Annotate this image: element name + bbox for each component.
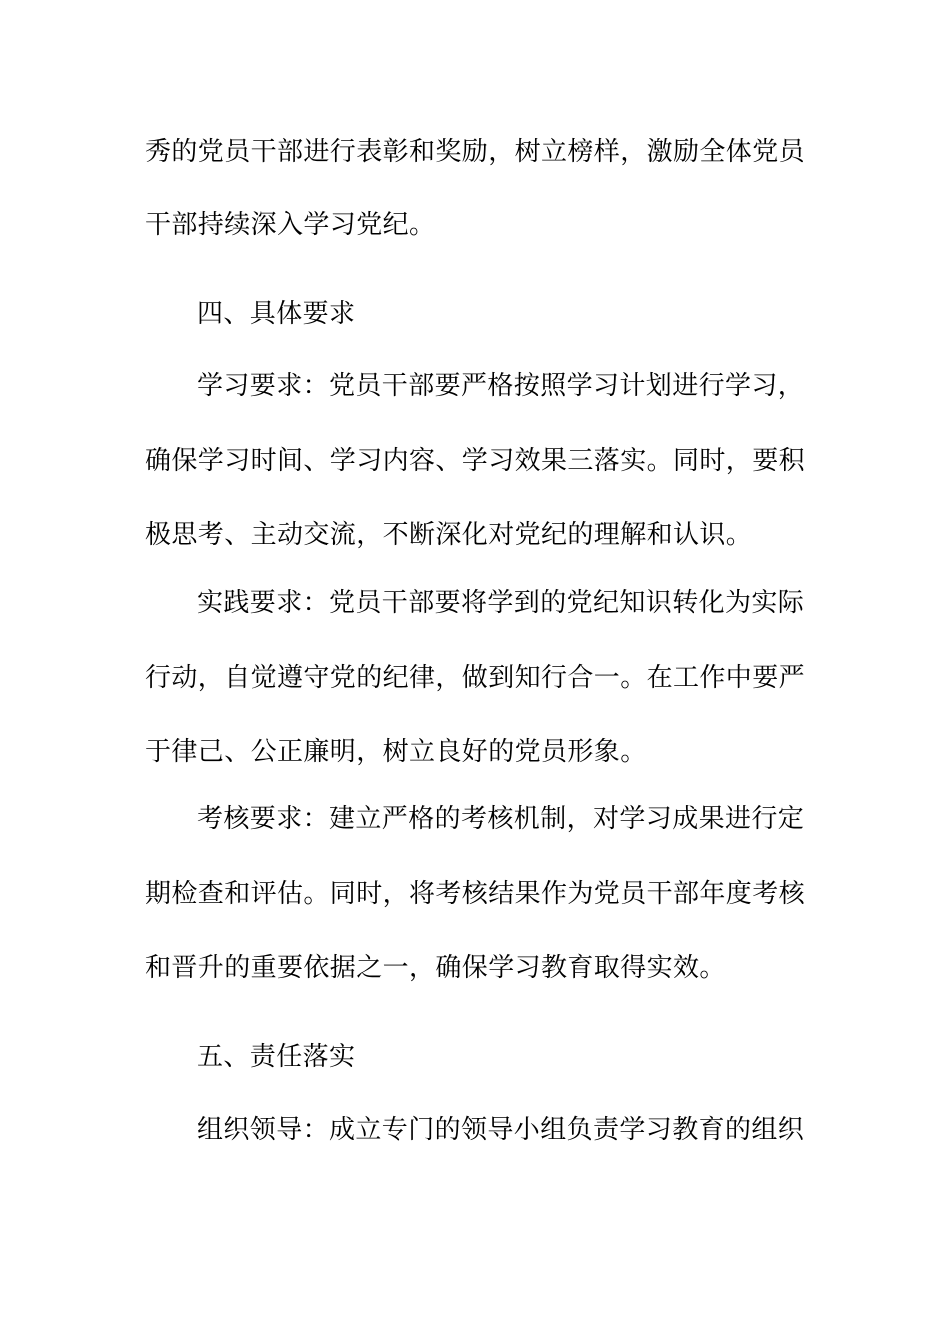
assessment-requirement-line-3: 和晋升的重要依据之一，确保学习教育取得实效。 (145, 953, 726, 983)
section-4-heading: 四、具体要求 (197, 299, 356, 329)
intro-line-2: 干部持续深入学习党纪。 (145, 210, 436, 240)
assessment-requirement-line-2: 期检查和评估。同时，将考核结果作为党员干部年度考核 (145, 879, 806, 909)
practice-requirement-line-3: 于律己、公正廉明，树立良好的党员形象。 (145, 737, 647, 767)
practice-requirement-line-2: 行动，自觉遵守党的纪律，做到知行合一。在工作中要严 (145, 663, 806, 693)
leadership-line-1: 组织领导：成立专门的领导小组负责学习教育的组织 (197, 1115, 805, 1145)
section-5-heading: 五、责任落实 (197, 1042, 356, 1072)
study-requirement-line-2: 确保学习时间、学习内容、学习效果三落实。同时，要积 (145, 446, 806, 476)
study-requirement-line-3: 极思考、主动交流，不断深化对党纪的理解和认识。 (145, 520, 753, 550)
assessment-requirement-line-1: 考核要求：建立严格的考核机制，对学习成果进行定 (197, 804, 805, 834)
practice-requirement-line-1: 实践要求：党员干部要将学到的党纪知识转化为实际 (197, 588, 805, 618)
study-requirement-line-1: 学习要求：党员干部要严格按照学习计划进行学习， (197, 371, 805, 401)
intro-line-1: 秀的党员干部进行表彰和奖励，树立榜样，激励全体党员 (145, 137, 806, 167)
